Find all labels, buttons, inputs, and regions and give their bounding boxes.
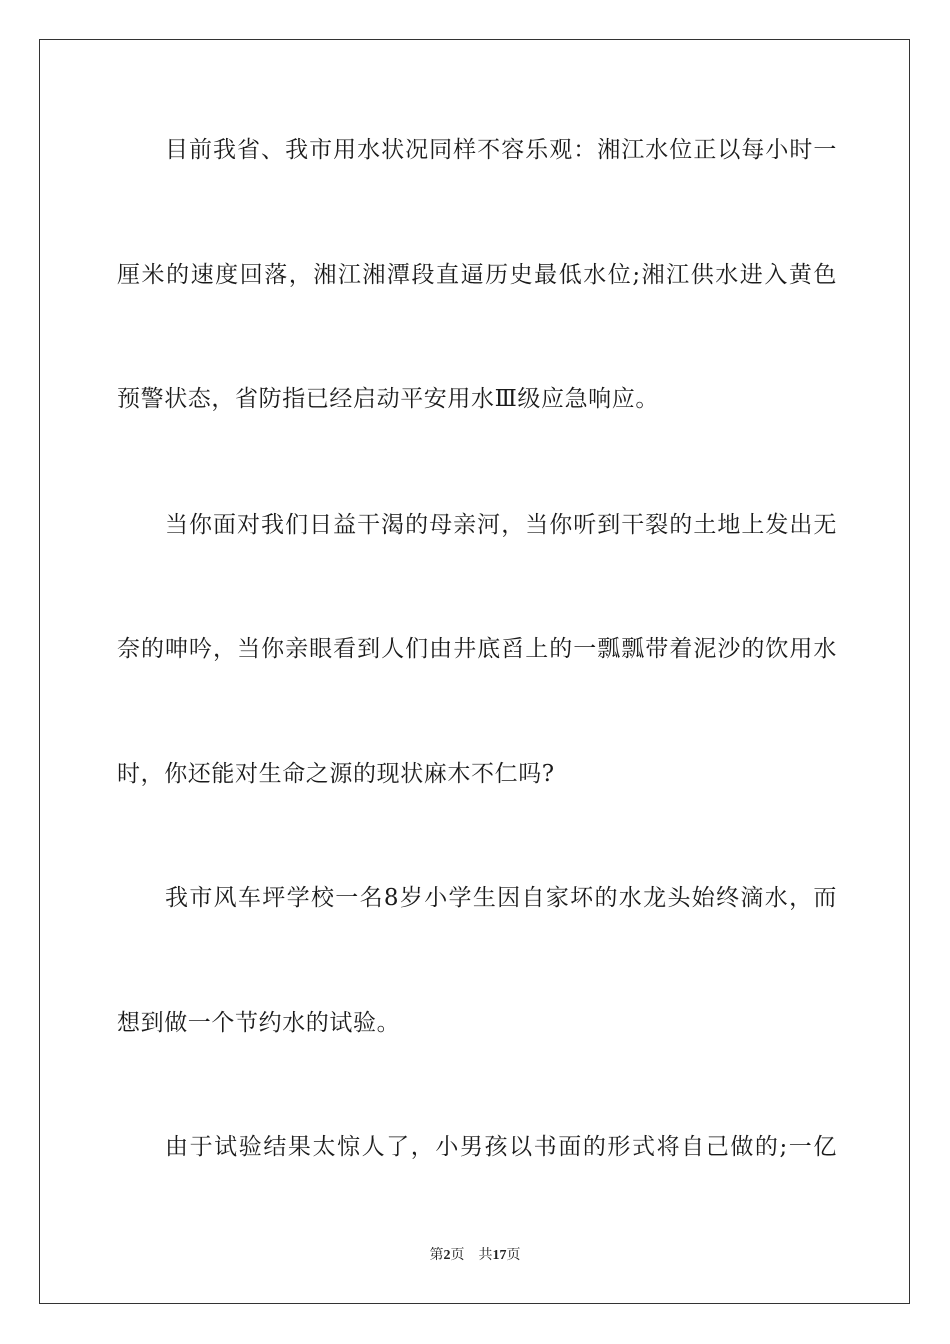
total-prefix: 共 (478, 1248, 493, 1263)
page-prefix: 第 (429, 1248, 444, 1263)
paragraph-1-line-2: 厘米的速度回落，湘江湘潭段直逼历史最低水位;湘江供水进入黄色 (117, 262, 837, 288)
paragraph-2-line-3: 时，你还能对生命之源的现状麻木不仁吗? (117, 761, 555, 787)
paragraph-1-line-1: 目前我省、我市用水状况同样不容乐观：湘江水位正以每小时一 (165, 137, 837, 163)
page-border (39, 39, 910, 1304)
paragraph-2-line-1: 当你面对我们日益干渴的母亲河，当你听到干裂的土地上发出无 (165, 512, 837, 538)
total-suffix: 页 (506, 1248, 521, 1263)
page-footer (0, 1246, 950, 1266)
paragraph-1-line-3: 预警状态，省防指已经启动平安用水Ⅲ级应急响应。 (117, 386, 659, 412)
paragraph-2-line-2: 奈的呻吟，当你亲眼看到人们由井底舀上的一瓢瓢带着泥沙的饮用水 (117, 636, 837, 662)
paragraph-3-line-1: 我市风车坪学校一名8岁小学生因自家坏的水龙头始终滴水，而 (165, 885, 837, 911)
total-pages: 17 (492, 1248, 507, 1263)
paragraph-3-line-2: 想到做一个节约水的试验。 (117, 1010, 401, 1036)
paragraph-4-line-1: 由于试验结果太惊人了，小男孩以书面的形式将自己做的;一亿 (165, 1134, 837, 1160)
page-number: 2 (443, 1248, 451, 1263)
page-suffix: 页 (450, 1248, 465, 1263)
